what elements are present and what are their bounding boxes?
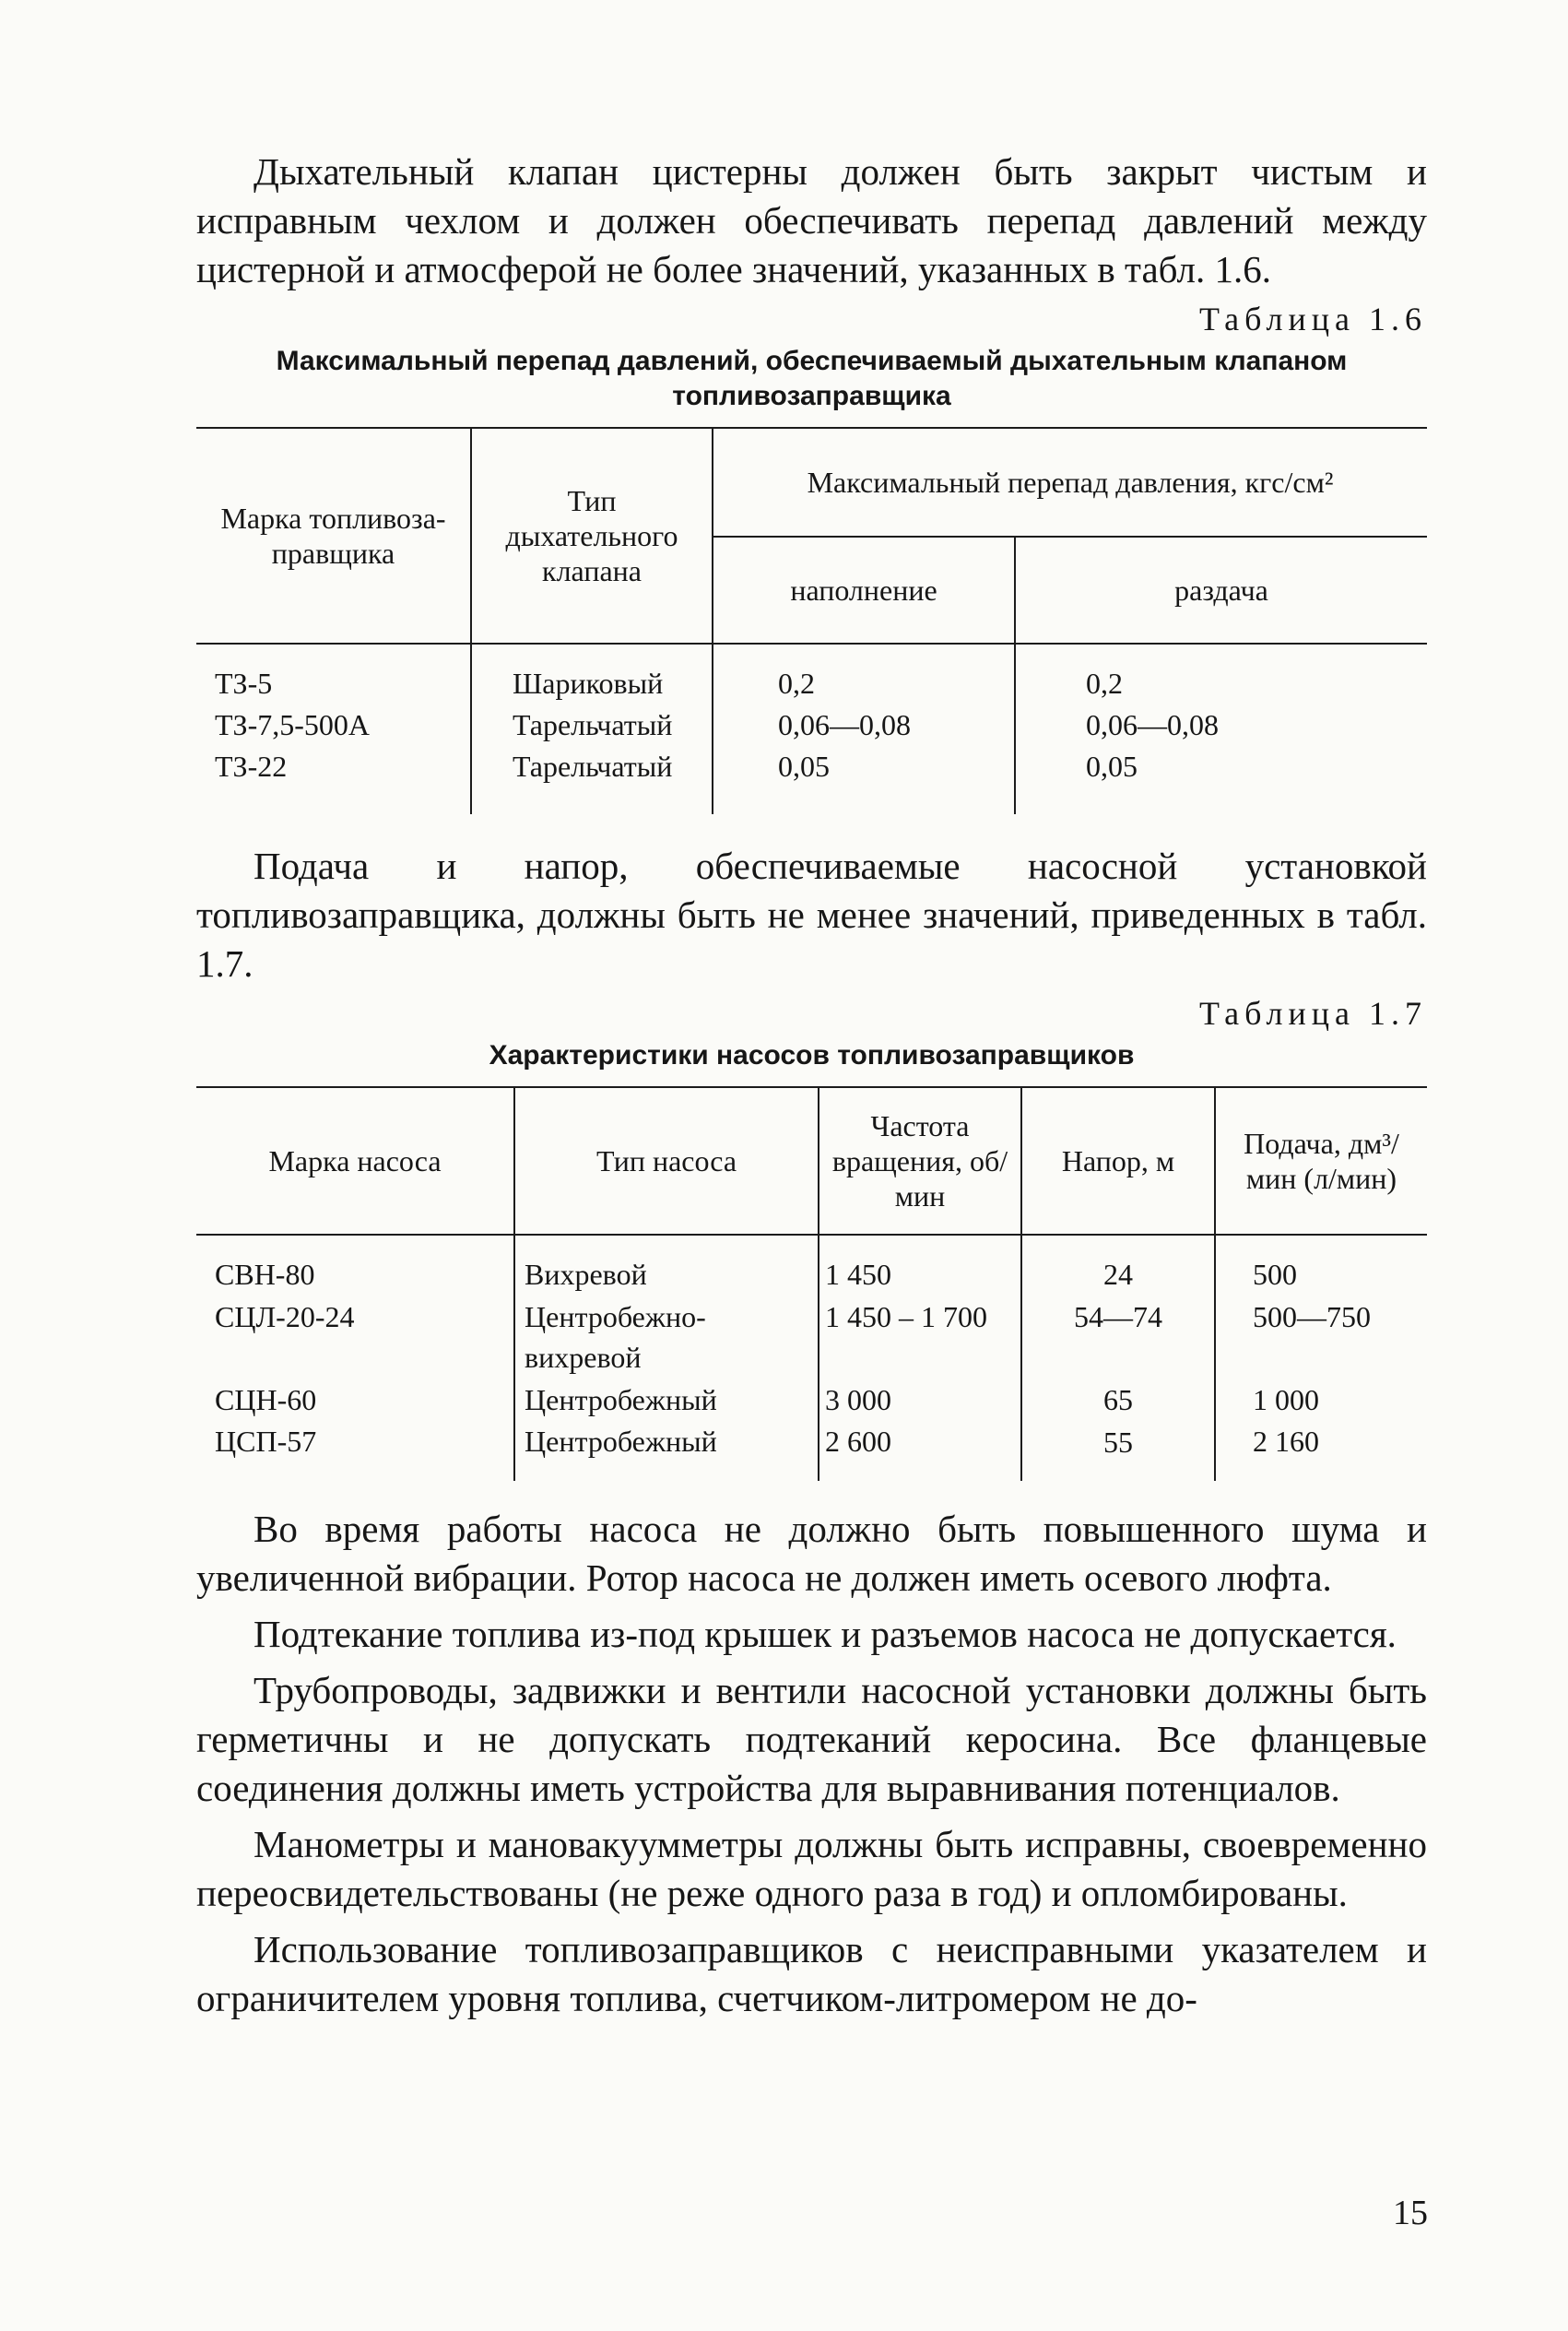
table-1-6-header-max-pressure: Максимальный перепад давления, кгс/см² <box>713 428 1427 537</box>
table-1-6-cell-brand: ТЗ-22 <box>215 750 288 783</box>
table-1-7-cell-rpm: 1 450 – 1 700 <box>819 1296 1021 1378</box>
table-1-7-cell-rpm: 3 000 <box>819 1378 1021 1421</box>
table-1-7-cell-head: 55 <box>1021 1421 1215 1481</box>
table-1-6-cell-fill: 0,05 <box>713 746 1015 814</box>
paragraph-usage: Использование топливозаправщиков с неисправными указателем и ограничителем уровня топлива, счетчиком-литромером не до- <box>196 1928 1427 2019</box>
table-1-7-cell-flow: 500—750 <box>1215 1296 1427 1378</box>
table-1-7 <box>196 1086 1427 1481</box>
table-1-6-cell-type: Тарельчатый <box>471 704 713 746</box>
table-1-7-header-brand: Марка насоса <box>196 1087 514 1235</box>
table-1-7-cell-flow: 500 <box>1215 1235 1427 1296</box>
table-1-7-cell-type: Центробежный <box>514 1421 819 1481</box>
table-1-7-cell-type: Центробежный <box>514 1378 819 1421</box>
table-1-7-cell-rpm: 2 600 <box>819 1421 1021 1481</box>
table-1-7-cell-flow: 1 000 <box>1215 1378 1427 1421</box>
table-1-6-header-brand: Марка топливоза-правщика <box>196 428 471 644</box>
table-row <box>196 1296 1427 1378</box>
table-1-6 <box>196 427 1427 814</box>
table-1-6-cell-brand: ТЗ-7,5-500А <box>215 708 370 741</box>
table-1-7-cell-type: Центробежно-вихревой <box>514 1296 819 1378</box>
table-1-7-header-flow: Подача, дм³/мин (л/мин) <box>1215 1087 1427 1235</box>
table-1-7-cell-head: 54—74 <box>1021 1296 1215 1378</box>
page-number: 15 <box>1393 2194 1428 2232</box>
table-1-7-cell-head: 24 <box>1021 1235 1215 1296</box>
table-1-7-header-type: Тип насоса <box>514 1087 819 1235</box>
page <box>196 148 1427 2023</box>
table-1-6-cell-dispense: 0,06—0,08 <box>1015 704 1427 746</box>
table-1-7-cell-brand: ЦСП-57 <box>215 1425 317 1458</box>
table-1-6-cell-dispense: 0,05 <box>1015 746 1427 814</box>
table-1-7-caption: Характеристики насосов топливозаправщиков <box>489 1040 1135 1071</box>
table-1-6-cell-brand: ТЗ-5 <box>215 667 273 700</box>
table-1-7-header-head: Напор, м <box>1021 1087 1215 1235</box>
table-1-6-cell-dispense: 0,2 <box>1015 644 1427 704</box>
table-1-7-label: Таблица 1.7 <box>1199 995 1427 1032</box>
table-1-6-header-valve-type: Тип дыхательного клапана <box>471 428 713 644</box>
table-row <box>196 1421 1427 1481</box>
table-1-6-cell-fill: 0,2 <box>713 644 1015 704</box>
paragraph-noise: Во время работы насоса не должно быть повышенного шума и увеличенной вибрации. Ротор насоса не должен иметь осевого люфта. <box>196 1508 1427 1599</box>
table-row <box>196 1235 1427 1296</box>
table-1-7-cell-brand: СВН-80 <box>215 1258 315 1291</box>
paragraph-breather-valve: Дыхательный клапан цистерны должен быть закрыт чистым и исправным чехлом и должен обеспечивать перепад давлений между цистерной и атмосферой не более значений, указанных в табл. 1.6. <box>196 150 1427 290</box>
paragraph-manometers: Манометры и мановакуумметры должны быть исправны, своевременно переосвидетельствованы (не реже одного раза в год) и опломбированы. <box>196 1823 1427 1914</box>
table-1-6-label: Таблица 1.6 <box>1199 301 1427 337</box>
table-1-6-cell-fill: 0,06—0,08 <box>713 704 1015 746</box>
table-1-7-cell-flow: 2 160 <box>1215 1421 1427 1481</box>
paragraph-leakage: Подтекание топлива из-под крышек и разъемов насоса не допускается. <box>253 1613 1397 1655</box>
table-1-7-cell-type: Вихревой <box>514 1235 819 1296</box>
table-1-7-cell-head: 65 <box>1021 1378 1215 1421</box>
paragraph-pump-flow: Подача и напор, обеспечиваемые насосной установкой топливозаправщика, должны быть не менее значений, приведенных в табл. 1.7. <box>196 845 1427 985</box>
paragraph-pipelines: Трубопроводы, задвижки и вентили насосной установки должны быть герметичны и не допускать подтеканий керосина. Все фланцевые соединения должны иметь устройства для выравнивания потенциалов. <box>196 1669 1427 1809</box>
table-1-7-cell-brand: СЦН-60 <box>215 1383 317 1416</box>
table-1-7-cell-brand: СЦЛ-20-24 <box>215 1300 355 1333</box>
table-1-6-header-dispensing: раздача <box>1015 537 1427 644</box>
table-1-6-header-filling: наполнение <box>713 537 1015 644</box>
table-1-7-header-rpm: Частота вращения, об/мин <box>819 1087 1021 1235</box>
table-row <box>196 704 1427 746</box>
table-row <box>196 644 1427 704</box>
table-1-6-caption: Максимальный перепад давлений, обеспечиваемый дыхательным клапаном топливозаправщика <box>276 346 1348 411</box>
table-1-6-cell-type: Тарельчатый <box>471 746 713 814</box>
table-row <box>196 746 1427 814</box>
table-row <box>196 1378 1427 1421</box>
table-1-7-cell-rpm: 1 450 <box>819 1235 1021 1296</box>
table-1-6-cell-type: Шариковый <box>471 644 713 704</box>
